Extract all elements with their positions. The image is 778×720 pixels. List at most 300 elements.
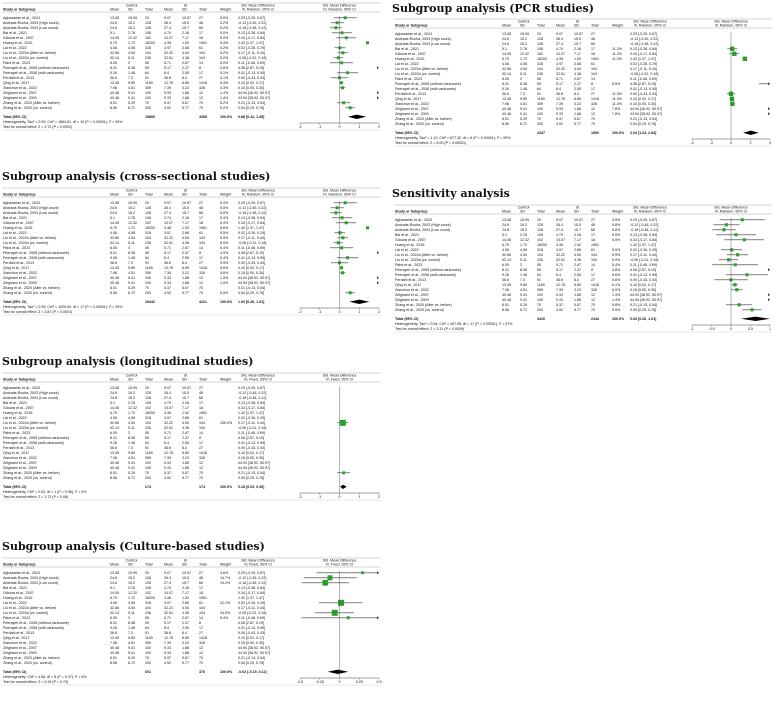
total-ci: 0.63 [0.26, 1.01] — [630, 317, 657, 321]
study-name: Zhang et al., 2020 (After vs. before) — [3, 656, 60, 660]
header-sd: SD — [128, 377, 133, 382]
effect-marker — [743, 238, 746, 241]
header-total: Total — [145, 562, 153, 567]
ui-total: 8 — [591, 268, 593, 272]
study-weight: 5.3% — [220, 86, 229, 90]
ui-sd: 2.37 — [182, 251, 189, 255]
study-weight: 5.2% — [220, 51, 229, 55]
study-name: Zeighami et al., 2009 — [3, 96, 37, 100]
control-sd: 3 — [128, 431, 130, 435]
control-mean: 40.48 — [110, 276, 119, 280]
study-name: Peerayeh et al., 2008 (with varicocele) — [3, 71, 65, 75]
ui-sd: 8.4 — [574, 278, 579, 282]
study-name: Andrade-Rocha, 2003 (Low count) — [395, 228, 450, 232]
control-total: 100 — [537, 298, 543, 302]
ui-mean: 5.37 — [556, 303, 563, 307]
study-weight: 5.2% — [220, 26, 229, 30]
control-mean: 13.08 — [110, 386, 119, 390]
control-sd: 4.51 — [128, 456, 135, 460]
ui-sd: 1.52 — [182, 226, 189, 230]
study-name: Aghazarian et al., 2024 — [3, 201, 40, 205]
control-total: 100 — [145, 91, 151, 95]
total-ci: -0.02 [-0.15, 0.11] — [238, 670, 267, 674]
study-name: Gdoura et al., 2007 — [3, 36, 34, 40]
control-total: 128 — [537, 42, 543, 46]
ui-sd: 1.88 — [574, 112, 581, 116]
study-ci: -0.06 [-0.31, 0.18] — [630, 258, 659, 262]
ui-total: 14 — [199, 616, 203, 620]
control-sd: 2.78 — [128, 586, 135, 590]
effect-marker — [328, 575, 333, 580]
effect-marker — [341, 51, 344, 54]
ui-sd: 7.17 — [182, 36, 189, 40]
ui-total: 17 — [199, 441, 203, 445]
ui-sd: 2.37 — [182, 436, 189, 440]
study-weight: 5.0% — [220, 61, 229, 65]
ui-total: 104 — [591, 72, 597, 76]
ui-total: 104 — [199, 606, 205, 610]
ui-total: 17 — [199, 586, 203, 590]
control-total: 102 — [145, 221, 151, 225]
x-tick-label: 2 — [378, 310, 380, 314]
control-sd: 5.11 — [128, 56, 135, 60]
study-name: Lai et al., 2022 — [395, 62, 419, 66]
control-sd: 15.2 — [520, 42, 527, 46]
study-ci: 1.42 [1.37, 1.47] — [238, 41, 264, 45]
forest-panel-sensitivity — [392, 202, 776, 362]
control-sd: 9.89 — [520, 283, 527, 287]
ui-mean: 4.92 — [556, 308, 563, 312]
ui-sd: 2.55 — [182, 441, 189, 445]
control-sd: 9.89 — [520, 97, 527, 101]
header-sd: SD — [520, 209, 525, 214]
ui-sd: 5.67 — [182, 471, 189, 475]
control-mean: 40.48 — [502, 112, 511, 116]
study-ci: 0.15 [0.00, 0.30] — [630, 288, 656, 292]
control-total: 70 — [145, 101, 149, 105]
control-sd: 2.78 — [520, 233, 527, 237]
effect-marker — [345, 36, 348, 39]
header-smd: Std. Mean Difference — [241, 3, 275, 8]
study-ci: 0.41 [-0.13, 0.95] — [238, 441, 266, 445]
study-name: Zeighami et al., 2009 — [3, 466, 37, 470]
header-ui: UI — [183, 373, 188, 378]
ui-mean: 26.4 — [556, 37, 563, 41]
study-weight: 1.4% — [612, 298, 621, 302]
ui-mean: 7.39 — [164, 86, 171, 90]
control-sd: 8.38 — [520, 82, 527, 86]
study-ci: 0.54 [0.29, 0.78] — [238, 476, 264, 480]
control-sd: 15.2 — [520, 37, 527, 41]
study-name: Xianchun et al., 2022 — [3, 456, 37, 460]
ui-total: 61 — [591, 248, 595, 252]
control-mean: 40.48 — [502, 107, 511, 111]
study-weight: 5.5% — [612, 233, 621, 237]
control-sd: 4.51 — [128, 86, 135, 90]
study-ci: -0.12 [-0.45, 0.22] — [238, 391, 267, 395]
ui-total: 18 — [591, 52, 595, 56]
ui-mean: 32.51 — [556, 258, 565, 262]
ui-total: 328 — [591, 102, 597, 106]
control-mean: 14.05 — [110, 221, 119, 225]
control-sd: 9.41 — [128, 651, 135, 655]
ui-total: 70 — [199, 661, 203, 665]
header-method: IV, Random, 95% CI — [241, 192, 275, 197]
control-total: 70 — [537, 303, 541, 307]
x-tick-label: 1 — [358, 310, 361, 314]
control-sd: 15.99 — [520, 32, 529, 36]
control-sd: 12.32 — [128, 591, 137, 595]
control-sd: 4.51 — [520, 288, 527, 292]
study-name: Andrade-Rocha, 2003 (Low count) — [395, 42, 450, 46]
control-total: 64 — [145, 441, 149, 445]
control-sd: 2.78 — [128, 31, 135, 35]
study-ci: 0.54 [0.29, 0.78] — [238, 291, 264, 295]
control-mean: 5.1 — [502, 47, 507, 51]
ui-mean: 9.07 — [556, 32, 563, 36]
ui-sd: 8.4 — [182, 261, 187, 265]
study-ci: -0.06 [-0.31, 0.18] — [238, 426, 267, 430]
control-sd: 15.99 — [520, 218, 529, 222]
control-total: 1169 — [145, 266, 153, 270]
ui-sd: 8.4 — [182, 631, 187, 635]
ui-sd: 2.55 — [574, 87, 581, 91]
ui-mean: 5.37 — [164, 656, 171, 660]
ui-sd: 4.54 — [182, 606, 189, 610]
total-weight: 100.0% — [612, 131, 625, 135]
study-weight: 5.2% — [220, 21, 229, 25]
ui-sd: 15.7 — [182, 26, 189, 30]
ui-total: 27 — [591, 278, 595, 282]
control-mean: 8.31 — [110, 251, 117, 255]
x-tick-label: -2 — [298, 125, 302, 129]
ui-mean: 4.74 — [164, 31, 171, 35]
x-tick-label: 2 — [378, 125, 380, 129]
header-total: Total — [145, 7, 153, 12]
ui-mean: 36.6 — [164, 631, 171, 635]
study-name: Zeighami et al., 2007 — [3, 276, 37, 280]
control-mean: 8.31 — [502, 82, 509, 86]
forest-plot-svg — [0, 185, 385, 343]
ui-mean: 8.4 — [164, 626, 169, 630]
study-name: Andrade-Rocha, 2003 (Low count) — [3, 26, 58, 30]
ci-arrow — [377, 66, 379, 69]
header-smd: Std. Mean Difference — [633, 205, 667, 210]
control-sd: 3 — [128, 616, 130, 620]
ui-mean: 5.71 — [556, 263, 563, 267]
ui-total: 1418 — [199, 81, 207, 85]
ui-sd: 15.7 — [182, 396, 189, 400]
study-ci: -0.12 [-0.45, 0.22] — [238, 21, 267, 25]
study-weight: 5.4% — [220, 201, 229, 205]
ui-sd: 5.77 — [182, 106, 189, 110]
ui-mean: 5.17 — [164, 251, 171, 255]
header-control: Control — [125, 558, 138, 563]
study-weight: 5.6% — [220, 271, 229, 275]
ui-sd: 2.68 — [182, 231, 189, 235]
study-weight: 11.2% — [612, 52, 622, 56]
effect-marker — [336, 21, 339, 24]
control-total: 200 — [537, 308, 543, 312]
ui-total: 12 — [199, 276, 203, 280]
study-ci: 0.13 [-0.38, 0.64] — [238, 586, 266, 590]
total-weight: 100.0% — [220, 670, 233, 674]
ui-mean: 27.4 — [164, 26, 171, 30]
x-tick-label: 0 — [730, 327, 732, 331]
control-mean: 8.31 — [110, 621, 117, 625]
ui-total: 12 — [199, 281, 203, 285]
ui-mean: 4.92 — [164, 291, 171, 295]
study-ci: 0.10 [0.02, 0.17] — [238, 266, 264, 270]
panel-title-culture-based: Subgroup analysis (Culture-based studies) — [2, 540, 265, 553]
total-ci: 1.00 [0.49, 1.51] — [238, 300, 265, 304]
ui-mean: 9.07 — [556, 218, 563, 222]
study-name: Zhang et al., 2020 (After vs. before) — [395, 117, 452, 121]
ui-sd: 2.18 — [574, 47, 581, 51]
control-total: 100 — [145, 646, 151, 650]
study-weight: 5.9% — [612, 253, 621, 257]
forest-plot-svg — [0, 0, 385, 158]
control-mean: 24.6 — [502, 42, 509, 46]
ui-mean: 12.78 — [164, 451, 173, 455]
ui-total: 104 — [591, 253, 597, 257]
study-ci: 44.94 [38.92, 50.97] — [238, 276, 270, 280]
control-mean: 24.6 — [502, 37, 509, 41]
control-sd: 4.54 — [128, 51, 135, 55]
ui-mean: 5.37 — [164, 101, 171, 105]
ui-mean: 27.4 — [164, 396, 171, 400]
control-mean: 9.26 — [110, 71, 117, 75]
control-mean: 32.66 — [502, 67, 511, 71]
control-sd: 8.38 — [520, 268, 527, 272]
study-name: Bai et al., 2021 — [3, 401, 27, 405]
study-name: Huang et al., 2015 — [3, 226, 33, 230]
study-weight: 6.1% — [612, 283, 621, 287]
study-ci: 0.13 [-0.38, 0.64] — [238, 31, 266, 35]
study-name: Paira et al., 2023 — [395, 263, 423, 267]
control-mean: 9.26 — [110, 626, 117, 630]
effect-marker — [342, 471, 345, 474]
control-mean: 6.05 — [502, 77, 509, 81]
control-total: 55 — [537, 263, 541, 267]
control-total: 108 — [145, 401, 151, 405]
control-mean: 24.6 — [110, 26, 117, 30]
ui-mean: 5.71 — [164, 616, 171, 620]
ci-arrow — [768, 112, 770, 115]
control-total: 100 — [145, 281, 151, 285]
study-ci: 0.13 [-0.38, 0.64] — [630, 233, 658, 237]
study-ci: 0.54 [0.29, 0.78] — [238, 106, 264, 110]
header-smd-plot: Std. Mean Difference — [322, 188, 357, 193]
ui-sd: 2.55 — [182, 71, 189, 75]
ui-sd: 2.68 — [574, 248, 581, 252]
ui-sd: 2.68 — [574, 62, 581, 66]
study-name: Andrade-Rocha, 2003 (High count) — [3, 576, 59, 580]
study-name: Zeighami et al., 2007 — [3, 91, 37, 95]
ui-sd: 2.37 — [574, 268, 581, 272]
study-name: Paira et al., 2023 — [3, 616, 31, 620]
ui-mean: 9.33 — [164, 466, 171, 470]
effect-marker — [733, 283, 736, 286]
study-name: Qing et al., 2017 — [3, 81, 30, 85]
study-weight: 5.0% — [220, 16, 229, 20]
effect-marker — [745, 273, 748, 276]
forest-panel-pcr — [392, 16, 776, 176]
header-smd-plot: Std. Mean Difference — [322, 373, 357, 378]
study-ci: 1.42 [1.37, 1.47] — [238, 596, 264, 600]
header-mean: Mean — [110, 377, 119, 382]
study-ci: 44.94 [38.92, 50.97] — [238, 646, 270, 650]
study-name: Peerayeh et al., 2008 (with varicocele) — [395, 87, 457, 91]
ui-sd: 8.4 — [182, 446, 187, 450]
ui-total: 104 — [199, 241, 205, 245]
study-ci: 0.34 [-0.17, 0.84] — [238, 406, 266, 410]
ui-total: 104 — [199, 421, 205, 425]
control-sd: 3 — [128, 61, 130, 65]
effect-marker — [341, 236, 344, 239]
control-mean: 5.1 — [110, 586, 115, 590]
header-total: Total — [199, 192, 207, 197]
ui-total: 18 — [199, 36, 203, 40]
control-total: 70 — [145, 286, 149, 290]
control-sd: 9.41 — [128, 461, 135, 465]
ui-mean: 4.38 — [164, 41, 171, 45]
ui-total: 61 — [199, 231, 203, 235]
ui-mean: 32.22 — [164, 421, 173, 425]
ui-sd: 4.38 — [182, 56, 189, 60]
study-weight: 5.5% — [220, 231, 229, 235]
header-ui: UI — [183, 558, 188, 563]
ui-total: 18 — [199, 591, 203, 595]
effect-marker — [727, 258, 730, 261]
ui-mean: 9.07 — [164, 571, 171, 575]
control-sd: 4.58 — [128, 601, 135, 605]
ci-arrow — [377, 571, 379, 574]
ui-sd: 6.89 — [574, 97, 581, 101]
ui-sd: 2.18 — [182, 586, 189, 590]
control-mean: 14.05 — [110, 36, 119, 40]
ui-mean: 3.97 — [164, 231, 171, 235]
ui-total: 27 — [199, 571, 203, 575]
ui-sd: 7.17 — [182, 591, 189, 595]
ui-mean: 27.4 — [556, 228, 563, 232]
ui-mean: 32.22 — [164, 51, 173, 55]
control-total: 64 — [145, 256, 149, 260]
total-label: Total (95% CI) — [395, 131, 419, 135]
ui-sd: 10.57 — [182, 571, 191, 575]
study-weight: 14.7% — [220, 576, 231, 580]
study-ci: 0.15 [0.00, 0.30] — [238, 86, 264, 90]
control-mean: 32.66 — [110, 51, 119, 55]
header-smd-plot: Std. Mean Difference — [322, 3, 357, 8]
header-smd-plot: Std. Mean Difference — [714, 205, 748, 210]
study-name: Peerayeh et al., 2008 (with varicocele) — [3, 441, 65, 445]
control-total: 18200 — [145, 596, 155, 600]
ui-total: 328 — [199, 271, 205, 275]
study-name: Bai et al., 2021 — [3, 31, 27, 35]
study-ci: 0.10 [0.02, 0.17] — [238, 636, 264, 640]
effect-marker — [342, 101, 345, 104]
ci-arrow — [768, 293, 770, 296]
ui-total: 1951 — [199, 596, 207, 600]
ui-mean: 26.4 — [164, 206, 171, 210]
study-weight: 11.2% — [612, 47, 622, 51]
ci-arrow — [768, 82, 770, 85]
ui-sd: 10.57 — [182, 386, 191, 390]
study-ci: 0.15 [0.00, 0.30] — [630, 102, 656, 106]
header-control: Control — [125, 373, 138, 378]
study-weight: 1.5% — [220, 276, 229, 280]
control-mean: 13.08 — [110, 201, 119, 205]
control-mean: 6.51 — [110, 286, 117, 290]
study-ci: -0.06 [-0.31, 0.18] — [238, 611, 267, 615]
ui-mean: 5.17 — [556, 82, 563, 86]
control-mean: 24.6 — [502, 228, 509, 232]
ui-mean: 7.39 — [164, 456, 171, 460]
effect-marker — [322, 580, 328, 586]
ui-sd: 2.67 — [182, 61, 189, 65]
header-total: Total — [199, 562, 207, 567]
control-mean: 24.6 — [110, 206, 117, 210]
control-total: 102 — [145, 406, 151, 410]
study-ci: 0.02 [-0.26, 0.29] — [238, 231, 266, 235]
ui-mean: 32.22 — [556, 67, 565, 71]
ui-sd: 1.88 — [574, 107, 581, 111]
header-mean: Mean — [502, 23, 511, 28]
ui-mean: 9.33 — [164, 651, 171, 655]
study-weight: 5.1% — [220, 71, 229, 75]
study-name: Zeighami et al., 2007 — [395, 107, 429, 111]
total-weight: 100.0% — [220, 115, 233, 119]
ui-mean: 4.92 — [164, 661, 171, 665]
control-mean: 6.05 — [110, 246, 117, 250]
effect-marker — [730, 97, 734, 101]
header-weight: Weight — [612, 209, 624, 214]
study-name: Xianchun et al., 2022 — [3, 86, 37, 90]
study-name: Andrade-Rocha, 2003 (High count) — [3, 206, 59, 210]
study-weight: 7.8% — [612, 112, 621, 116]
ui-sd: 7.17 — [182, 406, 189, 410]
control-total: 128 — [145, 206, 151, 210]
study-name: Gdoura et al., 2007 — [395, 238, 426, 242]
control-total: 70 — [537, 117, 541, 121]
study-ci: 1.42 [1.37, 1.47] — [630, 57, 656, 61]
control-total: 20 — [537, 218, 541, 222]
study-name: Zhang et al., 2020 (vs. control) — [395, 122, 444, 126]
study-name: Perdahl et al., 2013 — [3, 76, 35, 80]
ui-mean: 7.39 — [164, 641, 171, 645]
study-weight: 11.3% — [612, 102, 622, 106]
ui-total: 8 — [591, 82, 593, 86]
ui-total: 70 — [591, 122, 595, 126]
control-mean: 6.05 — [110, 616, 117, 620]
control-sd: 3 — [520, 77, 522, 81]
study-ci: -0.12 [-0.45, 0.22] — [630, 37, 659, 41]
ui-sd: 1.88 — [182, 96, 189, 100]
study-name: Zhang et al., 2020 (vs. control) — [3, 476, 52, 480]
ui-sd: 1.88 — [182, 461, 189, 465]
study-name: Qing et al., 2017 — [395, 283, 422, 287]
study-name: Perdahl et al., 2013 — [3, 261, 35, 265]
ui-total: 48 — [591, 37, 595, 41]
study-ci: 44.94 [38.92, 50.97] — [630, 107, 662, 111]
control-sd: 15.2 — [520, 228, 527, 232]
control-total: 359 — [145, 456, 151, 460]
ui-mean: 26.4 — [164, 21, 171, 25]
control-mean: 14.05 — [502, 238, 511, 242]
x-tick-label: 1 — [769, 327, 771, 331]
study-ci: 0.54 [0.29, 0.78] — [238, 661, 264, 665]
